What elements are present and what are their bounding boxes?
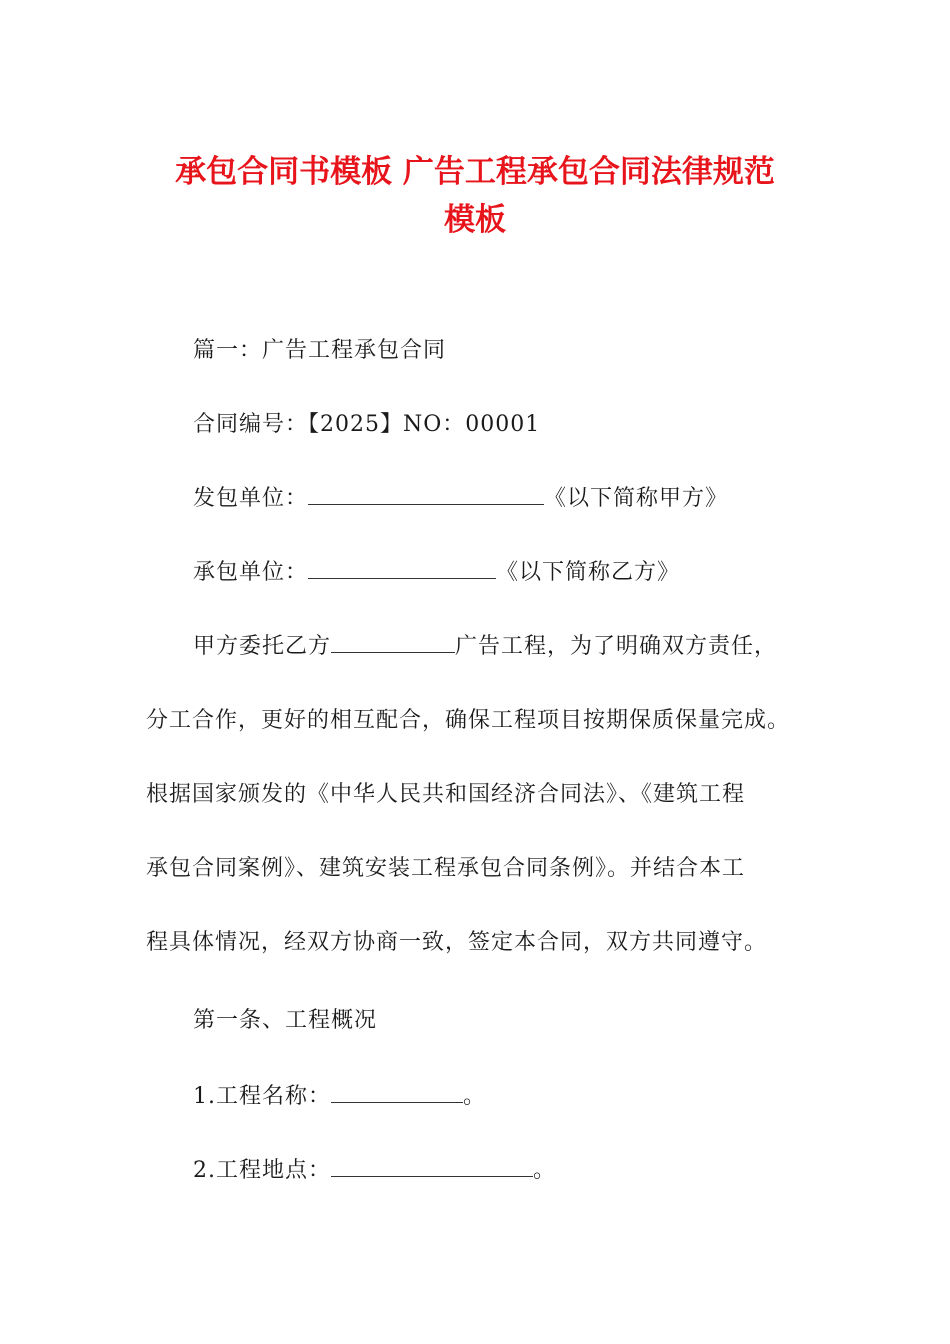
article-1-heading: 第一条、工程概况 (193, 1008, 378, 1033)
party-a-blank (308, 484, 544, 505)
item-1-label: 1.工程名称： (193, 1084, 331, 1109)
contract-number: 合同编号：【2025】NO：00001 (193, 412, 541, 437)
section-heading: 篇一：广告工程承包合同 (193, 338, 447, 363)
item-2-blank (331, 1156, 533, 1177)
project-name-blank (331, 632, 455, 653)
party-a-suffix: 《以下简称甲方》 (544, 486, 729, 511)
preamble-line-2: 分工合作，更好的相互配合，确保工程项目按期保质保量完成。 (146, 708, 791, 733)
item-1-blank (331, 1082, 463, 1103)
preamble-line-1 (193, 632, 777, 662)
preamble-line-4: 承包合同案例》、建筑安装工程承包合同条例》。并结合本工 (146, 856, 746, 881)
item-2-label: 2.工程地点： (193, 1158, 331, 1183)
preamble-line-5: 程具体情况，经双方协商一致，签定本合同，双方共同遵守。 (146, 930, 768, 955)
party-b-label: 承包单位： (193, 560, 309, 585)
party-b-line (193, 558, 680, 588)
preamble-line-1-suffix: 广告工程，为了明确双方责任， (455, 634, 778, 659)
item-1-end: 。 (463, 1084, 487, 1109)
preamble-line-1-prefix: 甲方委托乙方 (193, 634, 332, 659)
party-a-line (193, 484, 728, 514)
party-b-suffix: 《以下简称乙方》 (496, 560, 681, 585)
party-b-blank (308, 558, 496, 579)
party-a-label: 发包单位： (193, 486, 309, 511)
article-1-item-1 (193, 1082, 486, 1112)
document-title-line-1: 承包合同书模板 广告工程承包合同法律规范 (175, 154, 775, 190)
document-title-line-2: 模板 (444, 202, 506, 238)
article-1-item-2 (193, 1156, 556, 1186)
item-2-end: 。 (533, 1158, 557, 1183)
preamble-line-3: 根据国家颁发的《中华人民共和国经济合同法》、《建筑工程 (146, 782, 746, 807)
